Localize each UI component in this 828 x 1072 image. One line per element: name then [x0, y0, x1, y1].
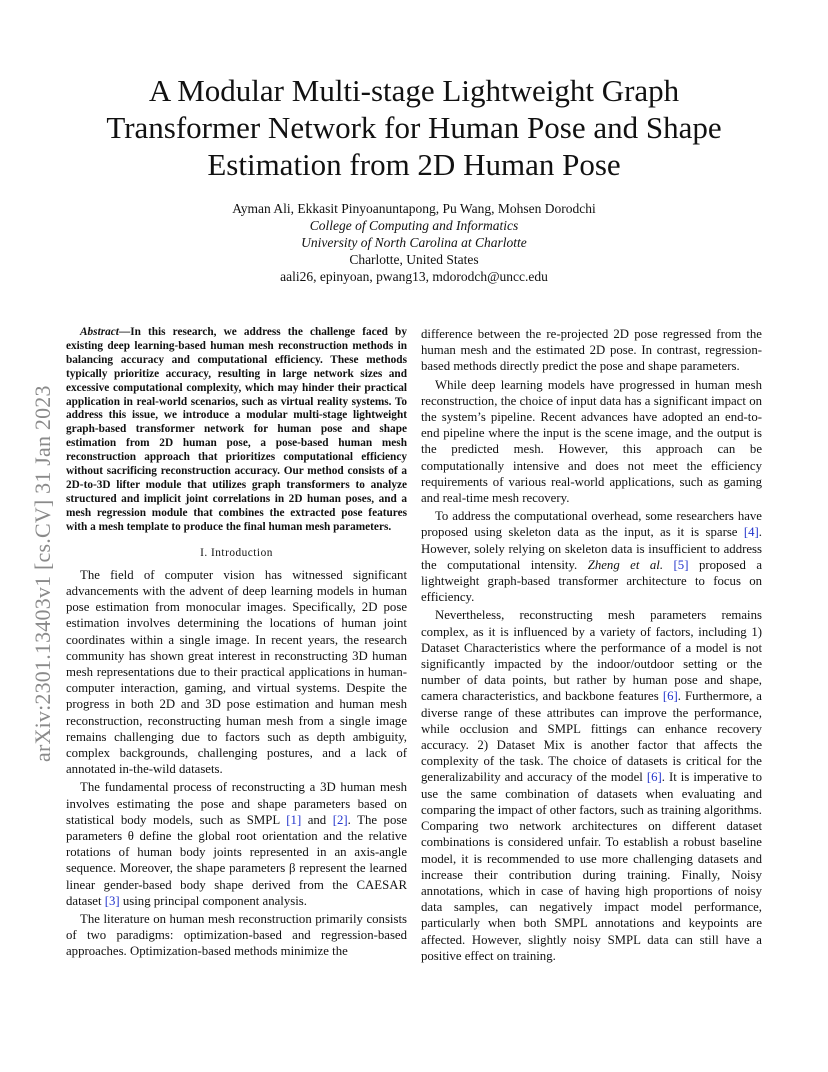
- text-span: . Furthermore, a diverse range of these attributes can improve the performance, while occlusion and SMPL fittings can enhance recovery accuracy. 2) Dataset Mix is another factor that affects the complexity of the task. The choice of datasets is critical for the generalizability and accuracy of the model: [421, 689, 762, 785]
- citation-link[interactable]: [3]: [104, 893, 120, 908]
- text-span: using principal component analysis.: [119, 893, 307, 908]
- text-span: To address the computational overhead, some researchers have proposed using skeleton data as the input, as it is sparse: [421, 509, 762, 540]
- title-line-2: Transformer Network for Human Pose and Shape: [106, 110, 722, 145]
- citation-link[interactable]: [4]: [743, 525, 759, 540]
- text-span: proposed a lightweight graph-based transformer architecture to focus on efficiency.: [421, 557, 763, 605]
- right-paragraph-2: While deep learning models have progressed in human mesh reconstruction, the choice of input data has a significant impact on the system’s pipeline. Recent advances have adopted an end-to-end pipeline where the input is the scene image, and the output is the predicted mesh. However, this approach can be computationally intensive and does not meet the efficiency requirements of various real-world applications, such as gaming and real-time mesh recovery.: [421, 377, 762, 506]
- right-column: [421, 326, 762, 966]
- text-span: . The pose parameters θ define the global root orientation and the relative rotations of human body joints represented in an axis-angle sequence. Moreover, the shape parameters β represent the learned linear gender-based body shape derived from the CAESAR dataset: [66, 812, 407, 908]
- right-paragraph-4: [421, 607, 762, 963]
- left-column: [66, 326, 407, 962]
- citation-link[interactable]: [1]: [286, 812, 302, 827]
- arxiv-stamp: arXiv:2301.13403v1 [cs.CV] 31 Jan 2023: [30, 385, 55, 762]
- text-span: [663, 558, 673, 572]
- abstract-lead: Abstract: [80, 326, 119, 338]
- title-line-1: A Modular Multi-stage Lightweight Graph: [148, 73, 680, 108]
- affiliation-location: Charlotte, United States: [349, 252, 479, 267]
- citation-link[interactable]: [6]: [662, 689, 678, 704]
- citation-link[interactable]: [6]: [646, 770, 662, 785]
- citation-link[interactable]: [5]: [673, 557, 689, 572]
- affiliation-college: College of Computing and Informatics: [309, 218, 519, 233]
- affiliation-university: University of North Carolina at Charlotte: [301, 235, 527, 250]
- intro-paragraph-1: The field of computer vision has witnessed significant advancements with the advent of deep learning models in human pose estimation from monocular images. Specifically, 2D pose estimation involves determining the locations of human joint coordinates within a single image. In recent years, the research community has shown great interest in reconstructing 3D human mesh representations due to their practical applications in human-computer interaction, gaming, and virtual systems. Despite the progress in both 2D and 3D pose estimation and human mesh reconstruction, reconstructing human mesh from a single image remains challenging due to factors such as depth ambiguity, complex backgrounds, challenging postures, and a lack of annotated in-the-wild datasets.: [66, 567, 407, 777]
- author-names: Ayman Ali, Ekkasit Pinyoanuntapong, Pu Wang, Mohsen Dorodchi: [232, 201, 596, 216]
- paper-title: [60, 72, 768, 183]
- italic-author: Zheng et al.: [587, 557, 664, 572]
- section-heading-introduction: I. Introduction: [200, 546, 273, 559]
- intro-paragraph-3: The literature on human mesh reconstruction primarily consists of two paradigms: optimization-based and regression-based approaches. Optimization-based methods minimize the: [66, 912, 407, 959]
- text-span: . However, solely relying on skeleton data is insufficient to address the computational intensity.: [421, 525, 762, 572]
- author-emails: aali26, epinyoan, pwang13, mdorodch@uncc.edu: [280, 269, 548, 284]
- text-span: The fundamental process of reconstructing a 3D human mesh involves estimating the pose and shape parameters based on statistical body models, such as SMPL: [66, 780, 407, 827]
- text-span: and: [301, 812, 333, 827]
- author-block: [100, 200, 728, 285]
- intro-paragraph-2: [66, 779, 407, 909]
- text-span: . It is imperative to use the same combination of datasets when evaluating and comparing the impact of other factors, such as training algorithms. Comparing two network architectures on different dataset combinations is considered unfair. To establish a robust baseline model, it is recommended to use more challenging datasets and increase their contribution during training. Finally, Noisy annotations, which in case of having high proportions of noisy data samples, can negatively impact model performance, particularly when both SMPL annotations and keypoints are affected. However, slightly noisy SMPL data can still have a positive effect on training.: [421, 770, 762, 963]
- abstract: [66, 326, 407, 535]
- title-line-3: Estimation from 2D Human Pose: [207, 147, 621, 182]
- text-span: Nevertheless, reconstructing mesh parameters remains complex, as it is influenced by a variety of factors, including 1) Dataset Characteristics where the performance of a model is not significantly impacted by the indoor/outdoor setting or the number of data points, but rather by human pose and shape, camera characteristics, and backbone features: [421, 608, 762, 704]
- right-paragraph-3: [421, 508, 762, 605]
- abstract-body: —In this research, we address the challenge faced by existing deep learning-based human mesh reconstruction methods in balancing accuracy and computational efficiency. These methods typically prioritize accuracy, resulting in large network sizes and excessive computational complexity, which may hinder their practical application in real-world scenarios, such as virtual reality systems. To address this issue, we introduce a modular multi-stage lightweight graph-based transformer network for human pose and shape estimation from 2D human pose, a pose-based human mesh reconstruction approach that prioritizes computational efficiency without sacrificing reconstruction accuracy. Our method consists of a 2D-to-3D lifter module that utilizes graph transformers to analyze structured and implicit joint correlations in 2D human poses, and a mesh regression module that combines the extracted pose features with a mesh template to produce the final human mesh parameters.: [66, 326, 407, 533]
- right-paragraph-1: difference between the re-projected 2D pose regressed from the human mesh and the estimated 2D pose. In contrast, regression-based methods directly predict the pose and shape parameters.: [421, 327, 762, 374]
- citation-link[interactable]: [2]: [332, 812, 348, 827]
